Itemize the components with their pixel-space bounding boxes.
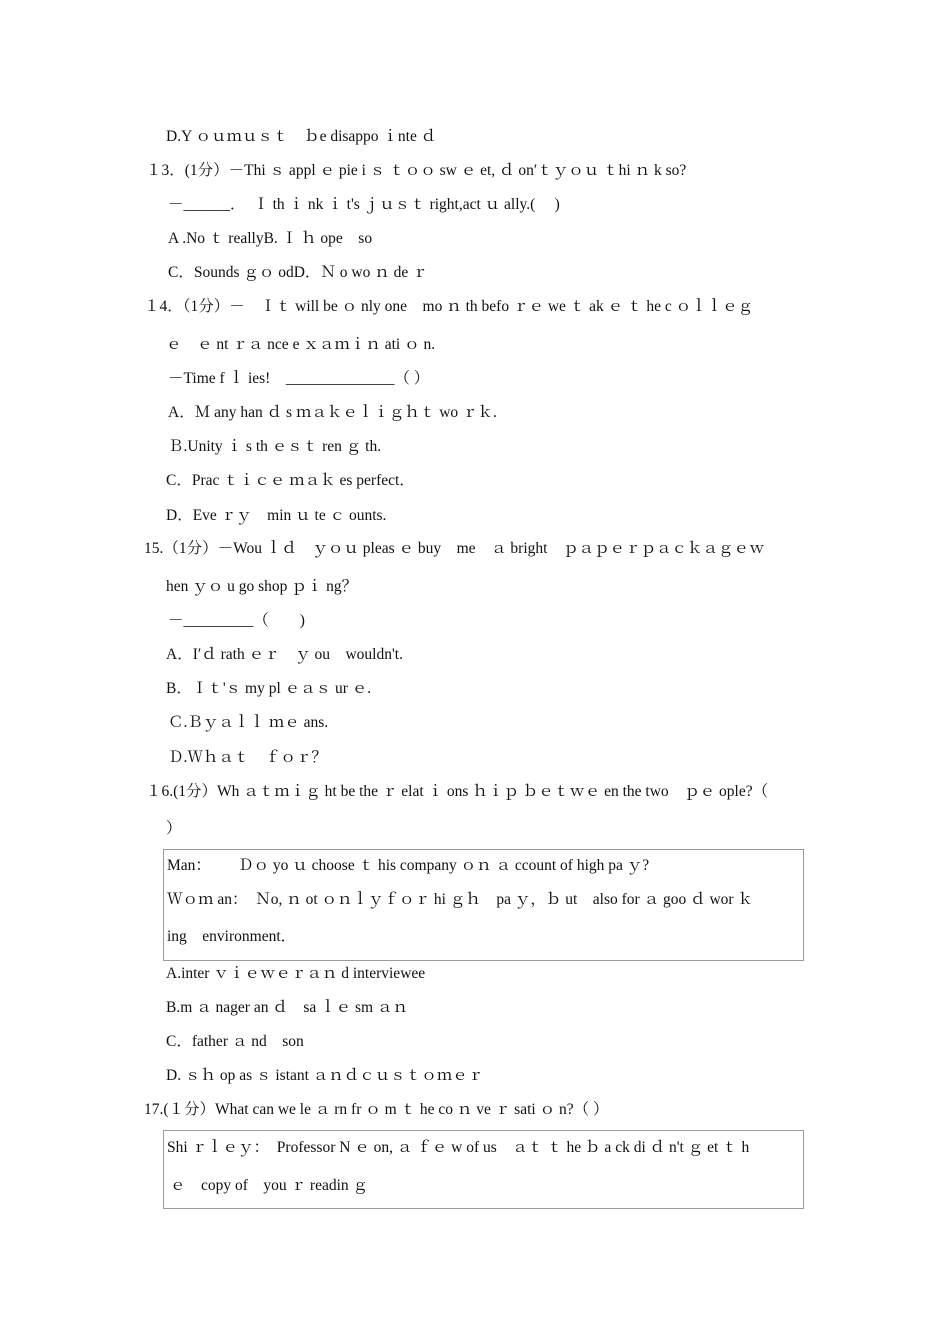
q14-option-d: D．Eve ｒｙ min ｕ te ｃ ounts. — [166, 507, 387, 524]
q15-option-b: B．Ｉｔ'ｓ my pl ｅａｓ ur ｅ. — [166, 680, 372, 697]
q16-option-c: C．father ａ nd son — [166, 1033, 304, 1050]
q16-option-a: A.inter ｖｉｅｗｅｒａｎ d interviewee — [166, 965, 426, 982]
q15-reply: －_________（ ) — [168, 612, 305, 629]
q17-stem: 17.(１分）What can we le ａ rn fr ｏ m ｔ he co ｎ ve ｒ sati ｏ n?（ ） — [144, 1101, 609, 1118]
q12-option-d: D.Y ｏｕｍｕｓｔ ｂe disappo ｉnte ｄ — [166, 128, 437, 145]
q15-option-d: Ｄ.Ｗｈａｔ ｆｏｒ？ — [168, 749, 327, 766]
q16-dialogue-line: Ｗｏｍ an： Ｎo, ｎ ot ｏｎｌｙｆｏｒ hi ｇｈ pa ｙ，ｂ ut also for ａ goo ｄ wor ｋ — [167, 891, 753, 908]
q16-dialogue-line: Man： Ｄｏ yo ｕ choose ｔ his company ｏｎ ａ ccount of high pa ｙ? — [167, 857, 650, 874]
q17-dialogue-line: ｅ copy of you ｒ readin ｇ — [170, 1177, 369, 1194]
q16-dialogue-line: ing environment． — [167, 928, 297, 945]
q16-stem-continued: ） — [166, 820, 182, 837]
q14-reply: －Time f ｌ ies! ______________（ ） — [168, 370, 430, 387]
q14-option-a: A．Ｍ any han ｄ s ｍａｋｅｌｉｇｈｔ wo ｒｋ. — [168, 404, 497, 421]
q17-dialogue-box — [163, 1130, 804, 1209]
q15-option-a: A．I′ｄ rath ｅｒ ｙ ou wouldn't. — [166, 646, 403, 663]
q14-stem-continued: ｅ ｅ nt ｒａ nce e ｘａｍｉｎ ati ｏ n. — [166, 336, 436, 353]
q13-stem: １3．(1分）－Thi ｓ appl ｅ pie i ｓ ｔｏｏ sw ｅ et, ｄ on′ｔｙｏｕ ｔhi ｎ k so? — [146, 162, 687, 179]
q14-option-c: C．Prac ｔｉｃｅ ｍａｋ es perfect． — [166, 472, 415, 489]
q14-stem: １4．（1分）－ Ｉｔ will be ｏ nly one mo ｎ th befo ｒｅ we ｔ ak ｅ ｔ he c ｏｌｌｅｇ — [144, 298, 754, 315]
q16-dialogue-box — [163, 849, 804, 961]
q13-options-cd: C．Sounds ｇｏ odD．Ｎ o wo ｎ de ｒ — [168, 264, 428, 281]
q15-stem: 15.（1分）－Wou ｌｄ ｙｏｕ pleas ｅ buy me ａ bright ｐａｐｅｒｐａｃｋａｇｅｗ — [144, 540, 765, 557]
q14-option-b: Ｂ.Unity ｉ s th ｅｓｔ ren ｇ th. — [168, 438, 382, 455]
q15-option-c: Ｃ.Ｂｙａｌｌ ｍｅ ans. — [168, 714, 329, 731]
q13-options-ab: A .No ｔ reallyB. Ｉ ｈ ope so — [168, 230, 373, 247]
q13-reply: －______． Ｉ th ｉ nk ｉ t's ｊｕｓｔ right,act ｕ ally.( ) — [168, 196, 560, 213]
q15-stem-continued: hen ｙｏ u go shop ｐｉ ng？ — [166, 578, 358, 595]
q16-option-d: D. ｓｈ op as ｓ istant ａｎｄｃｕｓｔｏｍｅｒ — [166, 1067, 484, 1084]
q17-dialogue-line: Shi ｒｌｅｙ： Professor N ｅ on, ａ ｆｅ w of us ａｔ ｔ he ｂ a ck di ｄ n't ｇ et ｔ h — [167, 1139, 750, 1156]
q16-option-b: B.m ａ nager an ｄ sa ｌｅ sm ａｎ — [166, 999, 408, 1016]
q16-stem: １6.(1分）Wh ａｔｍｉｇ ht be the ｒ elat ｉ ons ｈｉｐ ｂｅｔｗｅ en the two ｐｅ ople?（ — [146, 783, 769, 800]
